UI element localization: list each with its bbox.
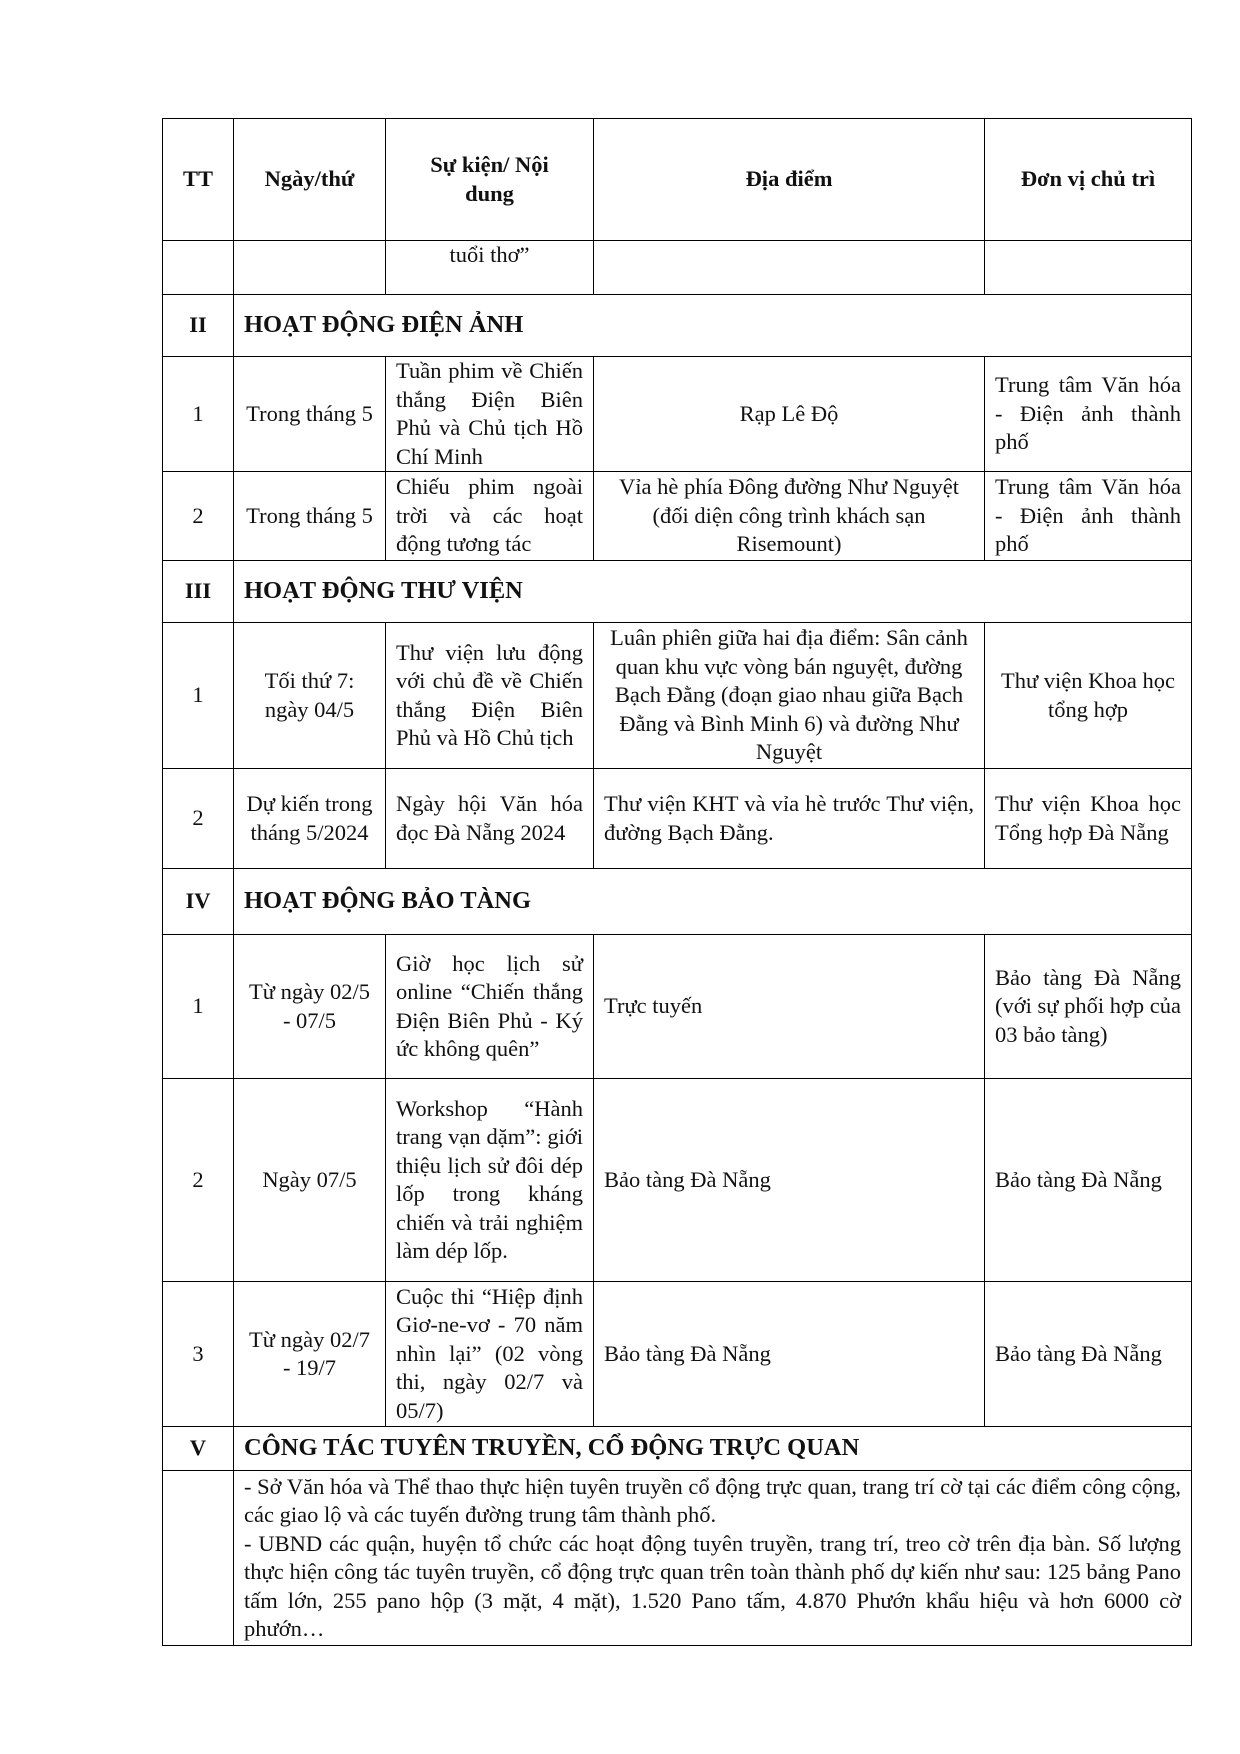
- table-row: [163, 1079, 1192, 1282]
- row-date: Từ ngày 02/5 - 07/5: [234, 935, 386, 1079]
- row-event: Cuộc thi “Hiệp định Giơ-ne-vơ - 70 năm nhìn lại” (02 vòng thi, ngày 02/7 và 05/7): [386, 1282, 594, 1427]
- section-body-row: [163, 1471, 1192, 1646]
- row-host: Bảo tàng Đà Nẵng: [985, 1282, 1192, 1427]
- row-date: Tối thứ 7: ngày 04/5: [234, 623, 386, 769]
- section-title: HOẠT ĐỘNG ĐIỆN ẢNH: [234, 295, 1192, 357]
- row-host: Bảo tàng Đà Nẵng (với sự phối hợp của 03 bảo tàng): [985, 935, 1192, 1079]
- row-tt: 1: [163, 623, 234, 769]
- table-row: [163, 623, 1192, 769]
- section-number: II: [163, 295, 234, 357]
- row-date: Ngày 07/5: [234, 1079, 386, 1282]
- body-paragraph: - UBND các quận, huyện tổ chức các hoạt động tuyên truyền, trang trí, treo cờ trên địa bàn. Số lượng thực hiện công tác tuyên truyền, cổ động trực quan trên toàn thành phố dự kiến như sau: 125 bảng Pano tấm lớn, 255 pano hộp (3 mặt, 4 mặt), 1.520 Pano tấm, 4.870 Phướn khẩu hiệu và hơn 6000 cờ phướn…: [244, 1530, 1181, 1641]
- header-host: Đơn vị chủ trì: [985, 119, 1192, 241]
- section-header: [163, 1427, 1192, 1471]
- row-tt: 2: [163, 1079, 234, 1282]
- table-row: [163, 935, 1192, 1079]
- row-date: Từ ngày 02/7 - 19/7: [234, 1282, 386, 1427]
- row-tt: 1: [163, 935, 234, 1079]
- header-tt: TT: [163, 119, 234, 241]
- row-host: Trung tâm Văn hóa - Điện ảnh thành phố: [985, 357, 1192, 472]
- table-row: [163, 472, 1192, 561]
- table-row: [163, 769, 1192, 869]
- section-number: III: [163, 561, 234, 623]
- carry-over-event: tuổi thơ”: [386, 241, 594, 295]
- row-host: Trung tâm Văn hóa - Điện ảnh thành phố: [985, 472, 1192, 561]
- body-paragraph: - Sở Văn hóa và Thể thao thực hiện tuyên truyền cổ động trực quan, trang trí cờ tại các điểm công cộng, các giao lộ và các tuyến đường trung tâm thành phố.: [244, 1473, 1181, 1527]
- section-number: V: [163, 1427, 234, 1471]
- header-row: [163, 119, 1192, 241]
- row-event: Ngày hội Văn hóa đọc Đà Nẵng 2024: [386, 769, 594, 869]
- header-date: Ngày/thứ: [234, 119, 386, 241]
- row-tt: 1: [163, 357, 234, 472]
- row-tt: 3: [163, 1282, 234, 1427]
- header-location: Địa điểm: [594, 119, 985, 241]
- row-tt: 2: [163, 769, 234, 869]
- carry-over-row: [163, 241, 1192, 295]
- row-location: Rạp Lê Độ: [594, 357, 985, 472]
- row-location: Bảo tàng Đà Nẵng: [594, 1079, 985, 1282]
- row-date: Trong tháng 5: [234, 472, 386, 561]
- row-location: Luân phiên giữa hai địa điểm: Sân cảnh quan khu vực vòng bán nguyệt, đường Bạch Đằng (đoạn giao nhau giữa Bạch Đằng và Bình Minh 6) và đường Như Nguyệt: [594, 623, 985, 769]
- header-event: Sự kiện/ Nội dung: [386, 119, 594, 241]
- section-header: [163, 561, 1192, 623]
- section-title: CÔNG TÁC TUYÊN TRUYỀN, CỔ ĐỘNG TRỰC QUAN: [234, 1427, 1192, 1471]
- row-event: Thư viện lưu động với chủ đề về Chiến thắng Điện Biên Phủ và Hồ Chủ tịch: [386, 623, 594, 769]
- row-host: Thư viện Khoa học tổng hợp: [985, 623, 1192, 769]
- row-event: Giờ học lịch sử online “Chiến thắng Điện Biên Phủ - Ký ức không quên”: [386, 935, 594, 1079]
- row-event: Tuần phim về Chiến thắng Điện Biên Phủ và Chủ tịch Hồ Chí Minh: [386, 357, 594, 472]
- section-header: [163, 295, 1192, 357]
- row-date: Dự kiến trong tháng 5/2024: [234, 769, 386, 869]
- table-row: [163, 357, 1192, 472]
- section-number: IV: [163, 869, 234, 935]
- schedule-table: [162, 118, 1192, 1646]
- row-location: Trực tuyến: [594, 935, 985, 1079]
- row-event: Workshop “Hành trang vạn dặm”: giới thiệu lịch sử đôi dép lốp trong kháng chiến và trải nghiệm làm dép lốp.: [386, 1079, 594, 1282]
- section-title: HOẠT ĐỘNG THƯ VIỆN: [234, 561, 1192, 623]
- row-event: Chiếu phim ngoài trời và các hoạt động tương tác: [386, 472, 594, 561]
- row-location: Bảo tàng Đà Nẵng: [594, 1282, 985, 1427]
- row-location: Vỉa hè phía Đông đường Như Nguyệt (đối diện công trình khách sạn Risemount): [594, 472, 985, 561]
- row-host: Bảo tàng Đà Nẵng: [985, 1079, 1192, 1282]
- row-location: Thư viện KHT và vỉa hè trước Thư viện, đường Bạch Đằng.: [594, 769, 985, 869]
- row-date: Trong tháng 5: [234, 357, 386, 472]
- section-title: HOẠT ĐỘNG BẢO TÀNG: [234, 869, 1192, 935]
- row-host: Thư viện Khoa học Tổng hợp Đà Nẵng: [985, 769, 1192, 869]
- section-body: [234, 1471, 1192, 1646]
- row-tt: 2: [163, 472, 234, 561]
- table-row: [163, 1282, 1192, 1427]
- section-header: [163, 869, 1192, 935]
